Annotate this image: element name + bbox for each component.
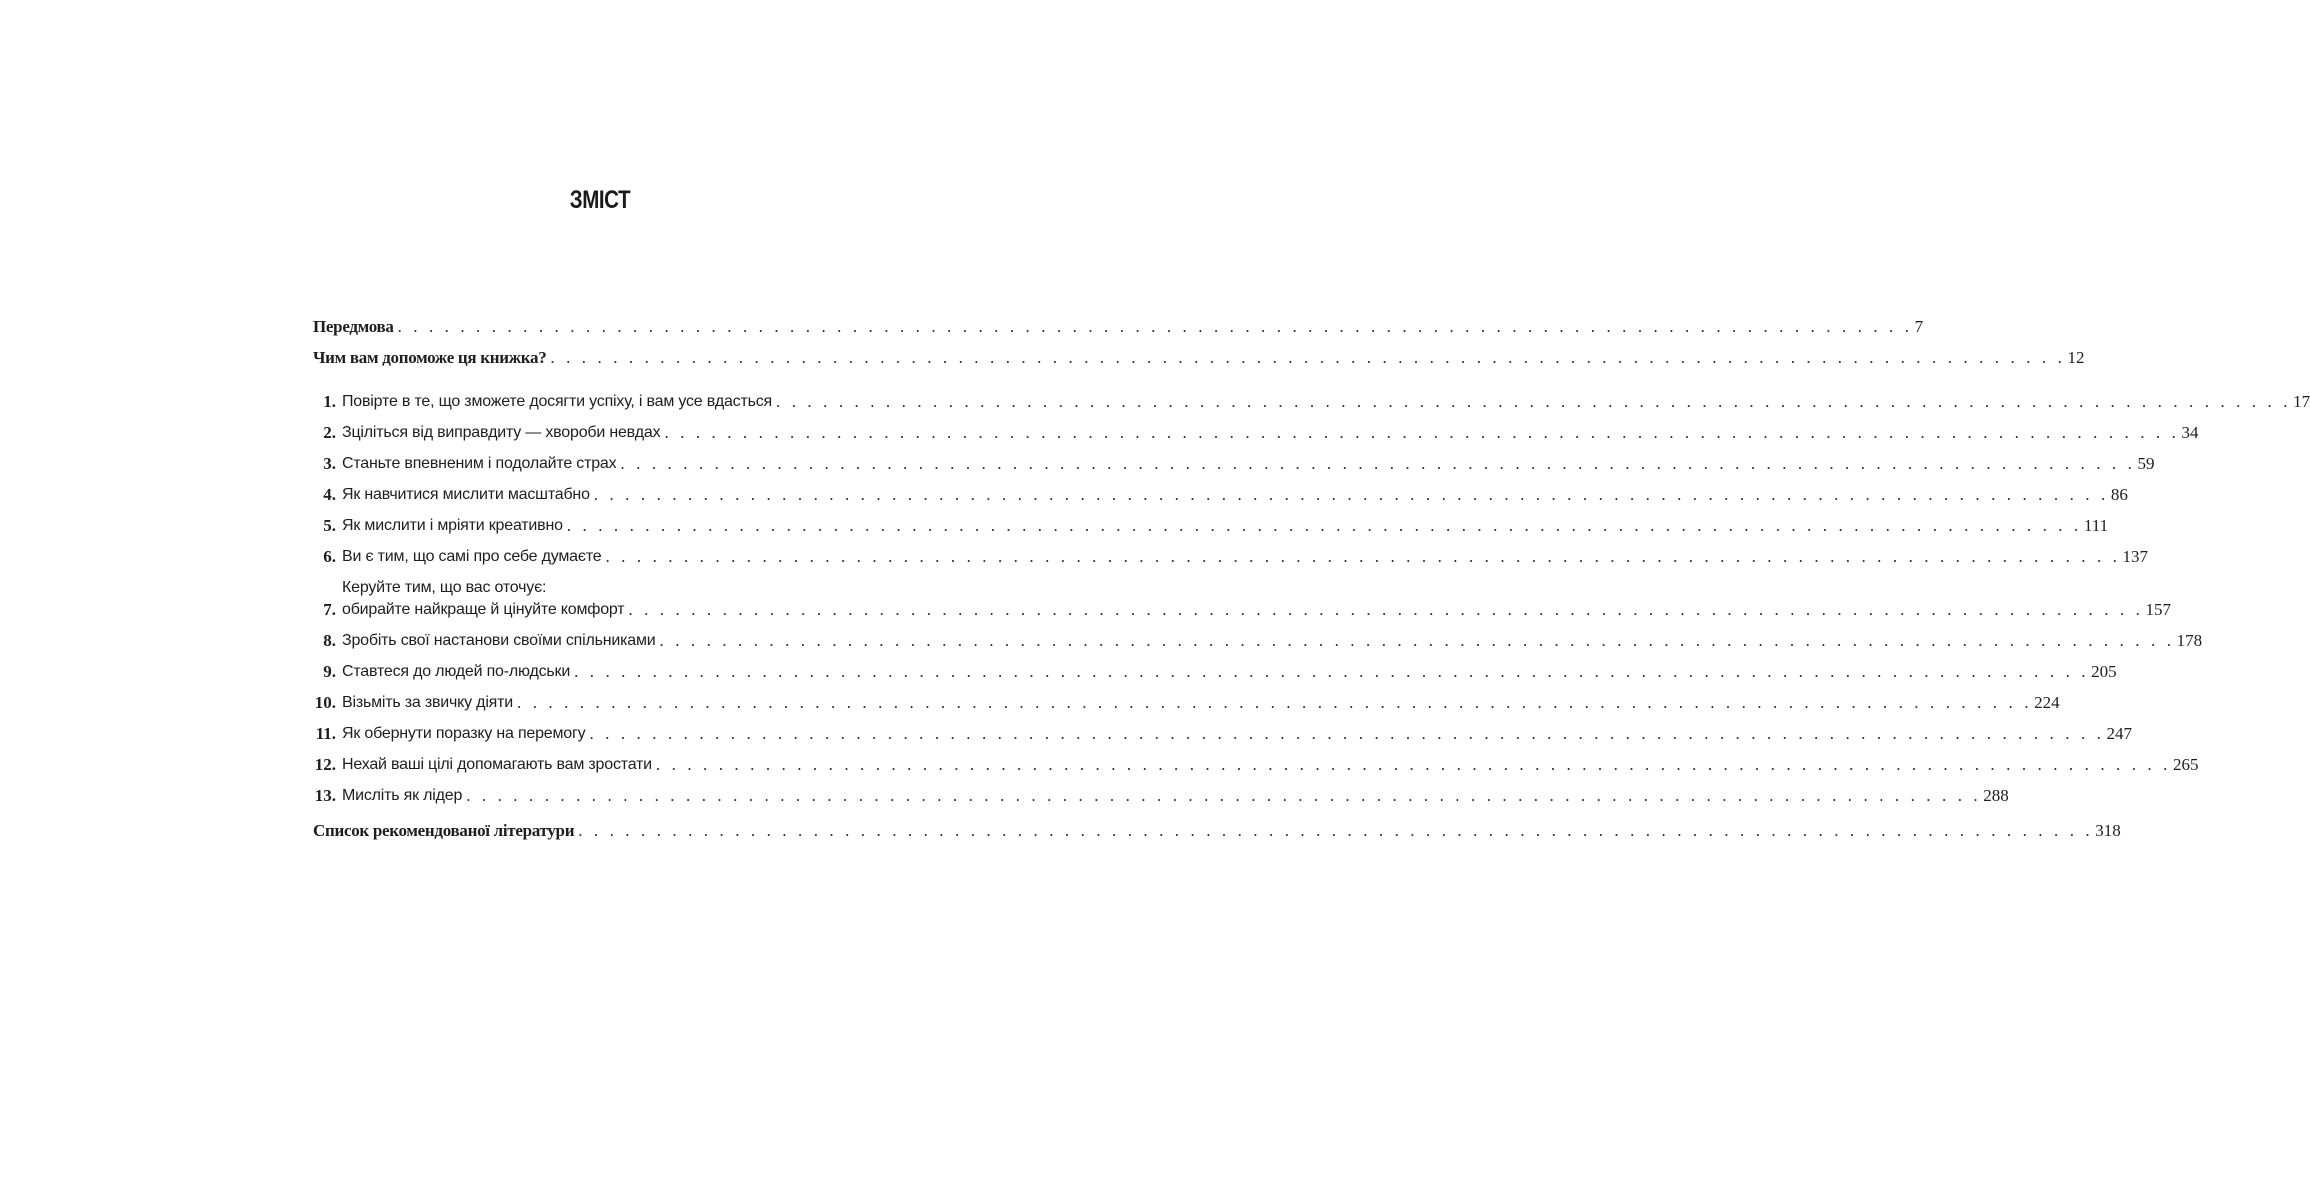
dot-leader: . . . . . . . . . . . . . . . . . . . . . . . . . . . . . . . . . . . . . . . . . . . . . . . . . . . . . . . . . . . . . . . . . . . . . . . . . . . . . . . . . . . . . . . . . . . . . . . . . (517, 693, 2033, 712)
toc-entry (313, 577, 2171, 621)
toc-entry (313, 515, 2109, 537)
toc-entry-title: Візьміть за звичку діяти (342, 694, 513, 711)
chapter-number: 6. (323, 547, 336, 566)
dot-leader: . . . . . . . . . . . . . . . . . . . . . . . . . . . . . . . . . . . . . . . . . . . . . . . . . . . . . . . . . . . . . . . . . . . . . . . . . . . . . . . . . . . . . . . . . . . . . . . . . (605, 547, 2121, 566)
page-number: 318 (2095, 821, 2121, 840)
page-number: 137 (2122, 547, 2149, 566)
toc-entry (313, 484, 2128, 506)
toc-entry-title: Зробіть свої настанови своїми спільниками (342, 632, 656, 649)
dot-leader: . . . . . . . . . . . . . . . . . . . . . . . . . . . . . . . . . . . . . . . . . . . . . . . . . . . . . . . . . . . . . . . . . . . . . . . . . . . . . . . . . . . . . . . . . . . . . . . . . (578, 821, 2094, 840)
toc-entry (313, 422, 2199, 444)
dot-leader: . . . . . . . . . . . . . . . . . . . . . . . . . . . . . . . . . . . . . . . . . . . . . . . . . . . . . . . . . . . . . . . . . . . . . . . . . . . . . . . . . . . . . . . . . . . . . . . . . (466, 786, 1982, 805)
toc-entry (313, 630, 2203, 652)
toc-entry-title: Ви є тим, що самі про себе думаєте (342, 548, 602, 565)
toc-entry (313, 453, 2155, 475)
toc-entry-title: Ставтеся до людей по-людськи (342, 663, 571, 680)
toc-entry-title: Чим вам допоможе ця книжка? (313, 348, 547, 367)
chapter-number: 1. (323, 392, 336, 411)
chapter-number: 12. (314, 755, 336, 774)
toc-entry-title: Як мислити і мріяти креативно (342, 517, 563, 534)
dot-leader: . . . . . . . . . . . . . . . . . . . . . . . . . . . . . . . . . . . . . . . . . . . . . . . . . . . . . . . . . . . . . . . . . . . . . . . . . . . . . . . . . . . . . . . . . . . . . . . . . (574, 662, 2090, 681)
toc-entry (313, 391, 2310, 413)
toc-entry (313, 546, 2149, 568)
dot-leader: . . . . . . . . . . . . . . . . . . . . . . . . . . . . . . . . . . . . . . . . . . . . . . . . . . . . . . . . . . . . . . . . . . . . . . . . . . . . . . . . . . . . . . . . . . . . . . . . . (589, 724, 2105, 743)
toc-entry (313, 723, 2133, 745)
toc-entry (313, 316, 1924, 338)
toc-entry (313, 785, 2009, 807)
toc-entry-title: Список рекомендованої літератури (313, 821, 575, 840)
page-number: 288 (1983, 786, 2009, 805)
page-number: 265 (2172, 755, 2199, 774)
page-title: ЗМІСТ (569, 186, 631, 214)
page-number: 178 (2176, 631, 2203, 650)
chapter-number: 11. (315, 724, 336, 743)
toc-entry-title: Мисліть як лідер (342, 787, 463, 804)
toc-entry-title: Як навчитися мислити масштабно (342, 486, 590, 503)
chapter-number: 10. (314, 693, 336, 712)
page-number: 17 (2293, 392, 2310, 411)
dot-leader: . . . . . . . . . . . . . . . . . . . . . . . . . . . . . . . . . . . . . . . . . . . . . . . . . . . . . . . . . . . . . . . . . . . . . . . . . . . . . . . . . . . . . . . . . . . . . . . . . (566, 516, 2082, 535)
page-number: 34 (2181, 423, 2199, 442)
toc-entry-title: Зціліться від виправдиту — хвороби невдах (342, 424, 661, 441)
dot-leader: . . . . . . . . . . . . . . . . . . . . . . . . . . . . . . . . . . . . . . . . . . . . . . . . . . . . . . . . . . . . . . . . . . . . . . . . . . . . . . . . . . . . . . . . . . . . . . . . . (620, 454, 2136, 473)
page-number: 86 (2110, 485, 2128, 504)
chapter-number: 4. (323, 485, 336, 504)
page-number: 157 (2145, 600, 2171, 619)
chapter-number: 7. (323, 600, 336, 619)
toc-entry-title: Станьте впевненим і подолайте страх (342, 455, 617, 472)
dot-leader: . . . . . . . . . . . . . . . . . . . . . . . . . . . . . . . . . . . . . . . . . . . . . . . . . . . . . . . . . . . . . . . . . . . . . . . . . . . . . . . . . . . . . . . . . . . . . . . . . (655, 755, 2171, 774)
chapter-number: 3. (323, 454, 336, 473)
page-number: 12 (2067, 348, 2085, 367)
toc-entry-title: обирайте найкраще й цінуйте комфорт (342, 601, 625, 618)
dot-leader: . . . . . . . . . . . . . . . . . . . . . . . . . . . . . . . . . . . . . . . . . . . . . . . . . . . . . . . . . . . . . . . . . . . . . . . . . . . . . . . . . . . . . . . . . . . . . . . . . (664, 423, 2180, 442)
page-number: 111 (2083, 516, 2109, 535)
dot-leader: . . . . . . . . . . . . . . . . . . . . . . . . . . . . . . . . . . . . . . . . . . . . . . . . . . . . . . . . . . . . . . . . . . . . . . . . . . . . . . . . . . . . . . . . . . . . . . . . . (776, 392, 2292, 411)
chapter-number: 2. (323, 423, 336, 442)
toc-entry (313, 754, 2199, 776)
chapter-number: 8. (323, 631, 336, 650)
toc-entry (313, 661, 2117, 683)
page-number: 59 (2137, 454, 2155, 473)
page-number: 247 (2106, 724, 2133, 743)
dot-leader: . . . . . . . . . . . . . . . . . . . . . . . . . . . . . . . . . . . . . . . . . . . . . . . . . . . . . . . . . . . . . . . . . . . . . . . . . . . . . . . . . . . . . . . . . . . . . . . . . (550, 348, 2066, 367)
toc-entry (313, 347, 2085, 369)
chapter-number: 9. (323, 662, 336, 681)
page-number: 7 (1914, 317, 1924, 336)
page-number: 205 (2091, 662, 2117, 681)
toc-entry (313, 692, 2060, 714)
dot-leader: . . . . . . . . . . . . . . . . . . . . . . . . . . . . . . . . . . . . . . . . . . . . . . . . . . . . . . . . . . . . . . . . . . . . . . . . . . . . . . . . . . . . . . . . . . . . . . . . . (659, 631, 2175, 650)
toc-entry-title: Керуйте тим, що вас оточує: (342, 579, 547, 596)
table-of-contents (313, 316, 2310, 851)
chapter-number: 5. (323, 516, 336, 535)
toc-entry-title: Нехай ваші цілі допомагають вам зростати (342, 756, 652, 773)
toc-entry-title: Як обернути поразку на перемогу (342, 725, 586, 742)
dot-leader: . . . . . . . . . . . . . . . . . . . . . . . . . . . . . . . . . . . . . . . . . . . . . . . . . . . . . . . . . . . . . . . . . . . . . . . . . . . . . . . . . . . . . . . . . . . . . . . . . (397, 317, 1913, 336)
dot-leader: . . . . . . . . . . . . . . . . . . . . . . . . . . . . . . . . . . . . . . . . . . . . . . . . . . . . . . . . . . . . . . . . . . . . . . . . . . . . . . . . . . . . . . . . . . . . . . . . . (593, 485, 2109, 504)
page-number: 224 (2034, 693, 2060, 712)
dot-leader: . . . . . . . . . . . . . . . . . . . . . . . . . . . . . . . . . . . . . . . . . . . . . . . . . . . . . . . . . . . . . . . . . . . . . . . . . . . . . . . . . . . . . . . . . . . . . . . . . (628, 600, 2144, 619)
toc-entry-title: Повірте в те, що зможете досягти успіху, і вам усе вдасться (342, 393, 773, 410)
toc-entry (313, 820, 2121, 842)
chapter-number: 13. (314, 786, 336, 805)
toc-entry-title: Передмова (313, 317, 394, 336)
